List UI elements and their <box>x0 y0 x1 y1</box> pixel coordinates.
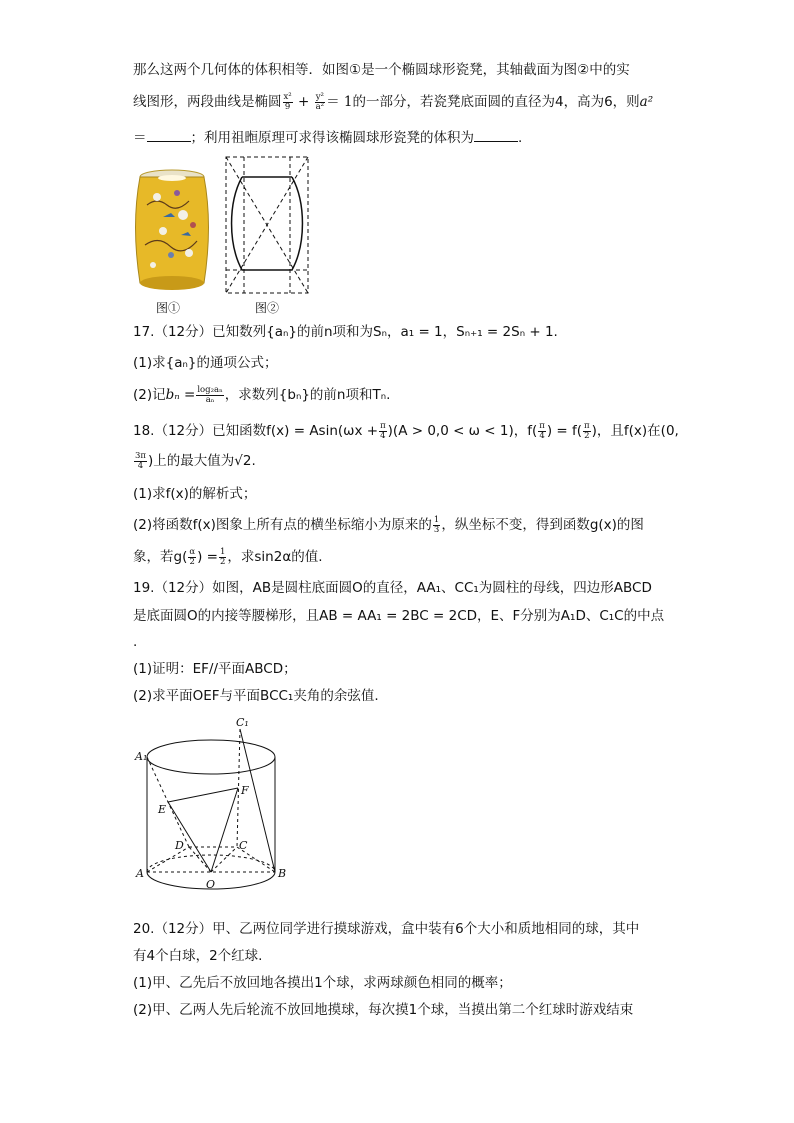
p16-line2a: 线图形，两段曲线是椭圆 <box>133 94 282 110</box>
label-F: F <box>241 784 249 797</box>
ellipse-eq-rhs: ＝ 1 <box>326 94 353 110</box>
frac-alpha-2: $\frac{\alpha}{2}$ <box>189 546 196 567</box>
p20-line1: 20.（12分）甲、乙两位同学进行摸球游戏，盒中装有6个大小和质地相同的球，其中 <box>133 921 640 937</box>
frac-log-an: $\frac{\text{log₂aₙ}}{\text{aₙ}}$ <box>197 384 223 405</box>
frac-pi-4-b: $\frac{\pi}{4}$ <box>539 420 545 441</box>
p17-head: 17.（12分）已知数列{aₙ}的前n项和为Sₙ，a₁ = 1，Sₙ₊₁ = 2Sₙ + 1. <box>133 324 558 340</box>
label-D: D <box>175 839 184 852</box>
frac-1-2: $\frac{1}{2}$ <box>219 546 226 567</box>
p20-line2: 有4个白球，2个红球. <box>133 948 263 964</box>
p18-line2: $\frac{3\pi}{4}$ )上的最大值为√2. <box>135 450 256 471</box>
p19-line1: 19.（12分）如图，AB是圆柱底面圆O的直径，AA₁、CC₁为圆柱的母线，四边形ABCD <box>133 580 652 596</box>
cylinder-figure <box>130 710 295 895</box>
p20-q2: (2)甲、乙两人先后轮流不放回地摸球，每次摸1个球，当摸出第二个红球时游戏结束 <box>133 1002 634 1018</box>
frac-x2-9: $\frac{\text{x²}}{9}$ <box>283 91 292 112</box>
p16-line2: 线图形，两段曲线是椭圆 $\frac{\text{x²}}{9}$ + $\frac{\text{y²}}{\text{a²}}$ ＝ 1的一部分，若瓷凳底面圆的直径为4，高为6，则a² <box>133 91 654 112</box>
label-O: O <box>206 878 216 891</box>
p19-line3: . <box>133 634 138 650</box>
label-C: C <box>239 839 248 852</box>
p19-q2: (2)求平面OEF与平面BCC₁夹角的余弦值. <box>133 688 379 704</box>
p19-line2: 是底面圆O的内接等腰梯形，且AB = AA₁ = 2BC = 2CD，E、F分别为A₁D、C₁C的中点 <box>133 608 665 624</box>
stool-image <box>133 165 211 300</box>
frac-y2-a2: $\frac{\text{y²}}{\text{a²}}$ <box>315 91 325 112</box>
answer-blank-2[interactable] <box>474 127 518 142</box>
p19-q1: (1)证明：EF//平面ABCD； <box>133 661 297 677</box>
bn-eq: bₙ = <box>165 387 196 403</box>
p17-q1: (1)求{aₙ}的通项公式； <box>133 355 278 371</box>
p16-line1: 那么这两个几何体的体积相等．如图①是一个椭圆球形瓷凳，其轴截面为图②中的实 <box>133 62 630 78</box>
p18-line1: 18.（12分）已知函数f(x) = Asin(ωx + $\frac{\pi}{4}$ )(A > 0,0 < ω < 1)，f( $\frac{\pi}{4}$ ) = f( $\frac{\pi}{2}$ )，且f(x)在(0, <box>133 420 679 441</box>
p17-q2: (2)记bₙ = $\frac{\text{log₂aₙ}}{\text{aₙ}}$ ，求数列{bₙ}的前n项和Tₙ. <box>133 384 391 405</box>
frac-1-3: $\frac{1}{3}$ <box>433 514 440 535</box>
label-B: B <box>278 867 287 880</box>
frac-pi-4-a: $\frac{\pi}{4}$ <box>380 420 386 441</box>
p20-q1: (1)甲、乙先后不放回地各摸出1个球，求两球颜色相同的概率； <box>133 975 512 991</box>
label-C1: C₁ <box>236 716 249 729</box>
label-A: A <box>136 867 144 880</box>
p16-line3: ＝ ；利用祖暅原理可求得该椭圆球形瓷凳的体积为 . <box>133 127 522 148</box>
answer-blank-1[interactable] <box>147 127 191 142</box>
label-E: E <box>158 803 167 816</box>
fig2-caption: 图② <box>255 301 280 315</box>
p18-q2-line1: (2)将函数f(x)图象上所有点的横坐标缩小为原来的 $\frac{1}{3}$ ，纵坐标不变，得到函数g(x)的图 <box>133 514 644 535</box>
frac-pi-2: $\frac{\pi}{2}$ <box>584 420 590 441</box>
label-A1: A₁ <box>135 750 148 763</box>
p18-q1: (1)求f(x)的解析式； <box>133 486 257 502</box>
p18-q2-line2: 象，若g( $\frac{\alpha}{2}$ ) = $\frac{1}{2}$ ，求sin2α的值. <box>133 546 323 567</box>
axial-section-figure <box>224 155 312 297</box>
p16-line2b: 的一部分，若瓷凳底面圆的直径为4，高为6，则 <box>352 94 640 110</box>
fig1-caption: 图① <box>156 301 181 315</box>
frac-3pi-4: $\frac{3\pi}{4}$ <box>135 450 146 471</box>
a-squared: a² <box>639 94 654 110</box>
